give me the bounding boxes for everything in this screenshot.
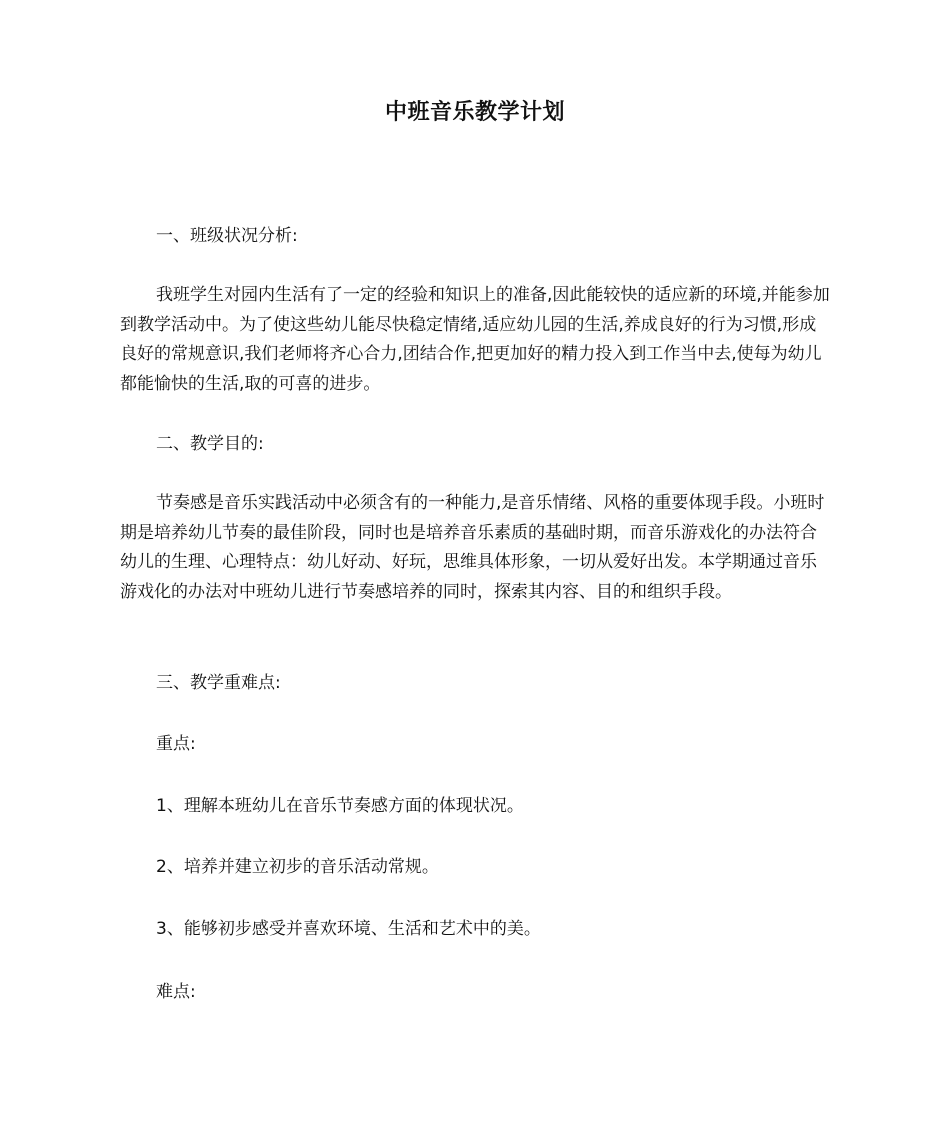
difficulties-heading: 难点: [156,982,196,1002]
key-points-heading: 重点: [156,734,196,754]
key-point-item: 2、培养并建立初步的音乐活动常规。 [156,857,439,877]
document-title: 中班音乐教学计划 [384,100,565,125]
section3-heading: 三、教学重难点: [156,673,281,693]
key-point-item: 1、理解本班幼儿在音乐节奏感方面的体现状况。 [156,796,524,816]
section2-paragraph: 节奏感是音乐实践活动中必须含有的一种能力,是音乐情绪、风格的重要体现手段。小班时期是培养幼儿节奏的最佳阶段，同时也是培养音乐素质的基础时期，而音乐游戏化的办法符合幼儿的生理、心理特点：幼儿好动、好玩，思维具体形象，一切从爱好出发。本学期通过音乐游戏化的办法对中班幼儿进行节奏感培养的同时，探索其内容、目的和组织手段。 [120,493,825,602]
section1-heading: 一、班级状况分析: [156,226,298,246]
section2-heading: 二、教学目的: [156,434,264,454]
key-point-item: 3、能够初步感受并喜欢环境、生活和艺术中的美。 [156,919,541,939]
section1-paragraph: 我班学生对园内生活有了一定的经验和知识上的准备,因此能较快的适应新的环境,并能参加到教学活动中。为了使这些幼儿能尽快稳定情绪,适应幼儿园的生活,养成良好的行为习惯,形成良好的常规意识,我们老师将齐心合力,团结合作,把更加好的精力投入到工作当中去,使每为幼儿都能愉快的生活,取的可喜的进步。 [120,285,830,394]
